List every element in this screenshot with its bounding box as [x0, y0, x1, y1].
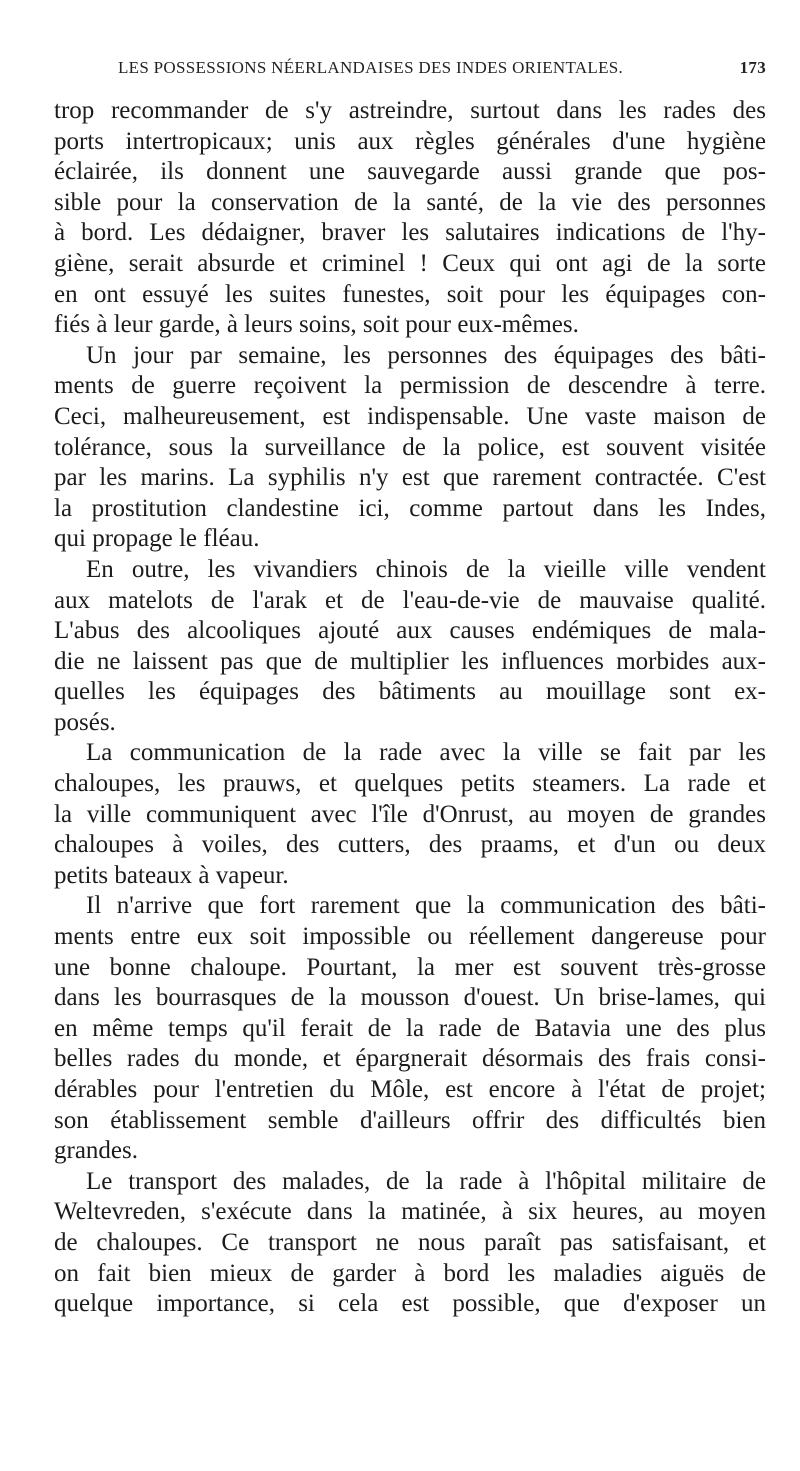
running-head [118, 58, 766, 86]
text-line: die ne laissent pas que de multiplier les influences morbides aux- [54, 647, 766, 675]
text-line: belles rades du monde, et épargnerait désormais des frais consi- [54, 1045, 766, 1073]
text-line: En outre, les vivandiers chinois de la vieille ville vendent [86, 555, 766, 583]
text-line: chaloupes, les prauws, et quelques petits steamers. La rade et [54, 770, 766, 798]
text-line: quelque importance, si cela est possible, que d'exposer un [54, 1290, 766, 1318]
text-line: Le transport des malades, de la rade à l'hôpital militaire de [86, 1167, 766, 1195]
text-line: son établissement semble d'ailleurs offrir des difficultés bien [54, 1106, 766, 1134]
text-line: Un jour par semaine, les personnes des équipages des bâti- [86, 341, 766, 369]
text-line: grandes. [54, 1137, 138, 1165]
text-line: dérables pour l'entretien du Môle, est encore à l'état de projet; [54, 1076, 766, 1103]
text-line: tolérance, sous la surveillance de la police, est souvent visitée [54, 433, 766, 461]
body-text [54, 96, 766, 1320]
running-head-title: LES POSSESSIONS NÉERLANDAISES DES INDES ORIENTALES. [118, 58, 624, 77]
text-line: Il n'arrive que fort rarement que la communication des bâti- [86, 892, 766, 920]
text-line: en même temps qu'il ferait de la rade de Batavia une des plus [54, 1014, 766, 1042]
text-line: par les marins. La syphilis n'y est que rarement contractée. C'est [54, 464, 766, 492]
text-line: posés. [54, 708, 116, 736]
text-line: qui propage le fléau. [54, 525, 260, 553]
text-line: en ont essuyé les suites funestes, soit pour les équipages con- [54, 280, 766, 308]
text-line: Weltevreden, s'exécute dans la matinée, à six heures, au moyen [54, 1198, 766, 1226]
text-line: sible pour la conservation de la santé, de la vie des personnes [54, 188, 766, 216]
text-line: petits bateaux à vapeur. [54, 861, 289, 889]
text-line: de chaloupes. Ce transport ne nous paraît pas satisfaisant, et [54, 1228, 766, 1256]
text-line: giène, serait absurde et criminel ! Ceux qui ont agi de la sorte [54, 249, 766, 277]
text-line: L'abus des alcooliques ajouté aux causes endémiques de mala- [54, 617, 766, 645]
text-line: ments entre eux soit impossible ou réellement dangereuse pour [54, 923, 766, 951]
text-line: La communication de la rade avec la ville se fait par les [86, 739, 766, 767]
text-line: on fait bien mieux de garder à bord les maladies aiguës de [54, 1259, 766, 1287]
text-line: Ceci, malheureusement, est indispensable. Une vaste maison de [54, 402, 766, 430]
text-line: quelles les équipages des bâtiments au mouillage sont ex- [54, 678, 766, 706]
text-line: la prostitution clandestine ici, comme partout dans les Indes, [54, 494, 766, 522]
text-line: éclairée, ils donnent une sauvegarde aussi grande que pos- [54, 158, 766, 186]
text-line: dans les bourrasques de la mousson d'ouest. Un brise-lames, qui [54, 984, 766, 1012]
text-line: ports intertropicaux; unis aux règles générales d'une hygiène [54, 127, 766, 155]
text-line: fiés à leur garde, à leurs soins, soit pour eux-mêmes. [54, 311, 579, 339]
text-line: aux matelots de l'arak et de l'eau-de-vie de mauvaise qualité. [54, 586, 766, 614]
text-line: une bonne chaloupe. Pourtant, la mer est souvent très-grosse [54, 953, 766, 981]
page-number: 173 [739, 58, 766, 77]
text-line: à bord. Les dédaigner, braver les salutaires indications de l'hy- [54, 219, 766, 247]
text-line: chaloupes à voiles, des cutters, des praams, et d'un ou deux [54, 831, 766, 859]
text-line: la ville communiquent avec l'île d'Onrust, au moyen de grandes [54, 800, 766, 828]
text-line: trop recommander de s'y astreindre, surtout dans les rades des [54, 97, 766, 124]
text-line: ments de guerre reçoivent la permission de descendre à terre. [54, 372, 766, 400]
